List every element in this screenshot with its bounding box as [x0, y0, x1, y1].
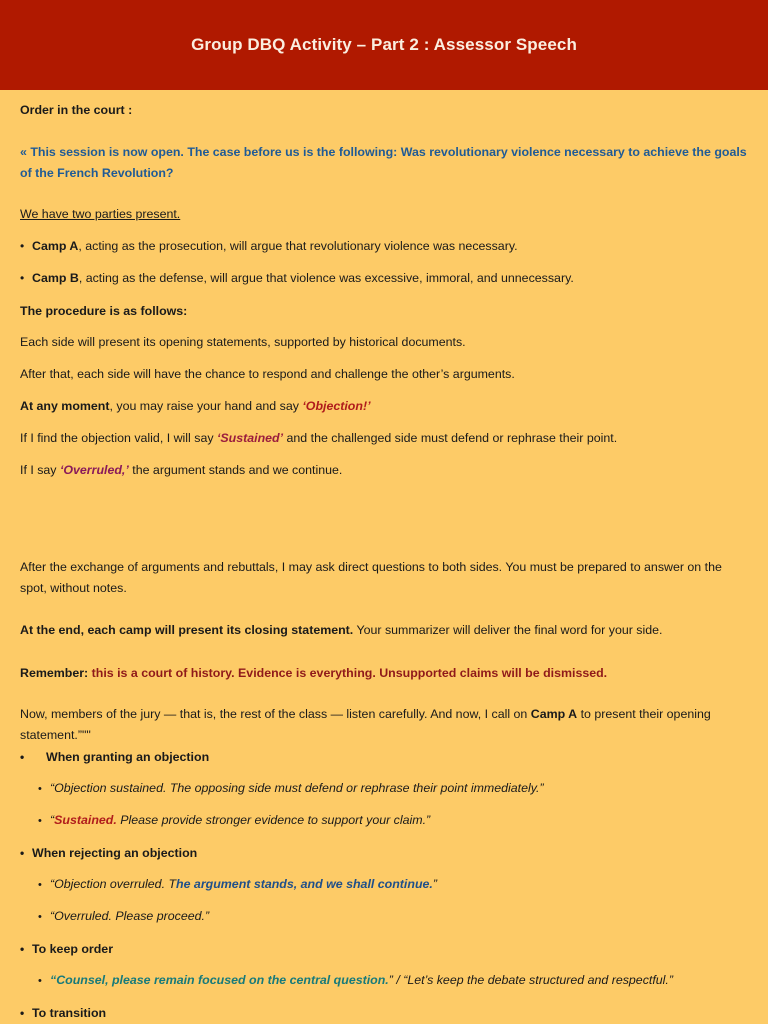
bullet: •: [38, 911, 42, 923]
rejecting-heading-text: When rejecting an objection: [32, 846, 198, 860]
remember-label: Remember:: [20, 666, 89, 680]
moment-bold: At any moment: [20, 399, 110, 413]
remember-paragraph: [20, 663, 748, 684]
closing-paragraph: [20, 620, 748, 641]
order-phrase-1: [38, 970, 748, 992]
objection-rule: [20, 396, 748, 417]
valid-text-2: and the challenged side must defend or rephrase their point.: [283, 431, 618, 445]
bullet: •: [20, 942, 25, 956]
rejecting-1-c: ”: [432, 877, 437, 891]
objection-word: ‘Objection!’: [302, 399, 371, 413]
camp-b-name: Camp B: [32, 271, 79, 285]
granting-phrase-1: [38, 778, 748, 800]
granting-phrase-2: [38, 810, 748, 832]
procedure-step-2: After that, each side will have the chance to respond and challenge the other’s arguments.: [20, 367, 515, 381]
rejecting-phrase-1: [38, 874, 748, 896]
bullet: •: [20, 750, 25, 764]
sustained-rule: [20, 428, 748, 449]
valid-text-1: If I find the objection valid, I will say: [20, 431, 217, 445]
jury-end: to present their opening statement.”"": [20, 707, 711, 742]
if-say: If I say: [20, 463, 60, 477]
parties-intro: We have two parties present.: [20, 207, 181, 221]
rejecting-1-a: “Objection overruled. T: [50, 877, 177, 891]
rejecting-2-text: “Overruled. Please proceed.”: [50, 909, 210, 923]
camp-a-item: [20, 236, 748, 257]
bullet: •: [38, 815, 42, 827]
bullet: •: [38, 975, 42, 987]
moment-text: , you may raise your hand and say: [109, 399, 303, 413]
transition-heading-text: To transition: [32, 1006, 107, 1020]
order-1-rest: ” / “Let’s keep the debate structured and respectful.”: [388, 973, 673, 987]
overruled-text: the argument stands and we continue.: [128, 463, 343, 477]
closing-bold: At the end, each camp will present its closing statement.: [20, 623, 354, 637]
sustained-word: ‘Sustained’: [216, 431, 284, 445]
bullet: •: [38, 879, 42, 891]
bullet: •: [20, 846, 25, 860]
bullet: •: [20, 1006, 25, 1020]
rejecting-phrase-2: [38, 906, 748, 928]
camp-b-text: , acting as the defense, will argue that violence was excessive, immoral, and unnecessary.: [78, 271, 574, 285]
overruled-rule: [20, 460, 748, 481]
bullet: •: [20, 239, 25, 253]
order-heading-text: To keep order: [32, 942, 114, 956]
jury-paragraph: [20, 704, 748, 746]
procedure-heading: The procedure is as follows:: [20, 304, 188, 318]
page-header: [0, 0, 768, 90]
bullet: •: [38, 783, 42, 795]
order-heading: [20, 939, 748, 960]
bullet: •: [20, 271, 25, 285]
order-line: Order in the court :: [20, 103, 133, 117]
jury-camp: Camp A: [530, 707, 578, 721]
jury-text: Now, members of the jury — that is, the rest of the class — listen carefully. And now, I call on: [20, 707, 531, 721]
closing-text: Your summarizer will deliver the final word for your side.: [353, 623, 663, 637]
open-quote: «: [20, 145, 31, 159]
order-1-bold: “Counsel, please remain focused on the central question.: [50, 973, 389, 987]
questions-paragraph: After the exchange of arguments and rebuttals, I may ask direct questions to both sides. You must be prepared to answer on the spot, without notes.: [20, 560, 722, 595]
transition-heading: [20, 1003, 748, 1024]
procedure-step-1: Each side will present its opening statements, supported by historical documents.: [20, 335, 466, 349]
camp-a-text: , acting as the prosecution, will argue that revolutionary violence was necessary.: [78, 239, 518, 253]
remember-text: this is a court of history. Evidence is everything. Unsupported claims will be dismissed.: [88, 666, 608, 680]
page-title: Group DBQ Activity – Part 2 : Assessor Speech: [191, 35, 577, 54]
camp-a-name: Camp A: [32, 239, 79, 253]
rejecting-heading: [20, 843, 748, 864]
granting-2-word: Sustained.: [54, 813, 117, 827]
granting-heading-text: When granting an objection: [46, 750, 210, 764]
granting-2-rest: Please provide stronger evidence to support your claim.”: [116, 813, 431, 827]
rejecting-1-b: he argument stands, and we shall continue.: [176, 877, 433, 891]
granting-heading: [20, 747, 748, 768]
overruled-word: ‘Overruled,’: [59, 463, 129, 477]
opening-statement: [20, 142, 748, 184]
opening-text: This session is now open. The case before us is the following: Was revolutionary violence necessary to achieve the goals of the French Revolution?: [20, 145, 747, 180]
granting-2-open: “: [50, 813, 55, 827]
granting-1-text: “Objection sustained. The opposing side must defend or rephrase their point immediately.”: [50, 781, 544, 795]
camp-b-item: [20, 268, 748, 289]
